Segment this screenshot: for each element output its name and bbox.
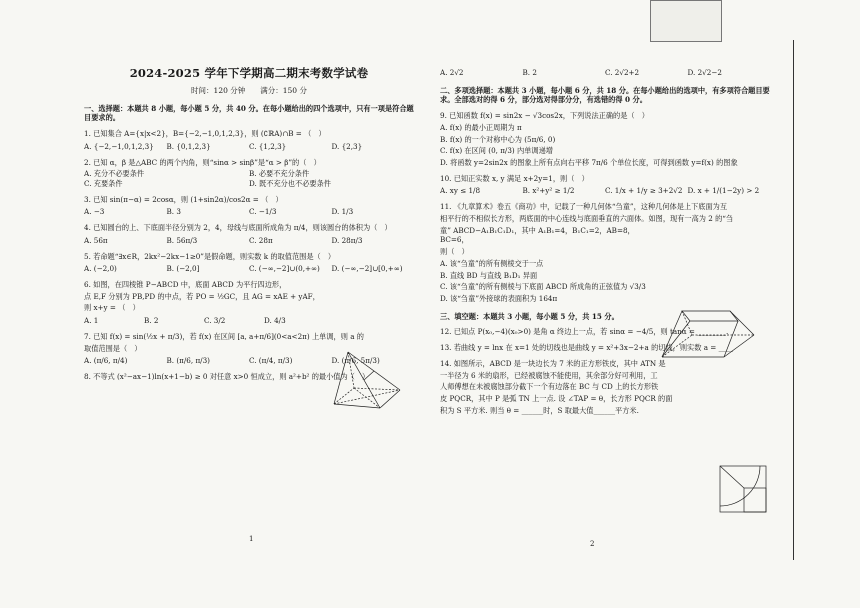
option-a: A. 充分不必要条件 (84, 169, 145, 179)
option-c: C. {1,2,3} (249, 141, 287, 151)
question-11-option-d: D. 该“刍童”外接球的表面积为 164π (440, 293, 558, 303)
option-a: A. (π/6, π/4) (84, 356, 128, 366)
section-2-heading: 二、多项选择题：本题共 3 小题，每小题 6 分，共 18 分。在每小题给出的选项中，有多项符合题目要求。全部选对的得 6 分，部分选对得部分分，有选错的得 0 分。 (440, 85, 770, 105)
question-5-options (84, 264, 414, 274)
question-12: 12. 已知点 P(x₀,−4)(x₀>0) 是角 α 终边上一点，若 sinα = −4/5，则 tanα = ________. (440, 327, 729, 337)
exam-subtitle: 时间：120 分钟 满分：150 分 (191, 85, 307, 95)
option-a: A. −3 (84, 207, 105, 217)
page-1 (84, 0, 414, 608)
option-c: C. (π/4, π/3) (249, 356, 293, 366)
page-number: 1 (249, 535, 254, 543)
exam-title: 2024-2025 学年下学期高二期末考数学试卷 (129, 66, 369, 80)
option-b: B. 2 (144, 316, 159, 326)
section-1-heading: 一、选择题：本题共 8 小题，每小题 5 分，共 40 分。在每小题给出的四个选项中，只有一项是符合题目要求的。 (84, 103, 414, 123)
option-d: D. 既不充分也不必要条件 (249, 178, 331, 188)
question-7-line-2: 取值范围是（ ） (84, 343, 142, 353)
option-c: C. 3/2 (204, 316, 226, 326)
option-b: B. (−2,0] (166, 264, 200, 274)
question-4-options (84, 236, 414, 246)
option-d: D. (π/6, 5π/3) (331, 356, 380, 366)
option-d: D. 2√2−2 (687, 68, 722, 77)
option-d: D. {2,3} (331, 141, 363, 151)
question-6: 6. 如图，在四棱锥 P−ABCD 中，底面 ABCD 为平行四边形， (84, 279, 287, 289)
question-11: 11. 《九章算术》卷五《商功》中，记载了一种几何体“刍童”，这种几何体是上下底面为互 (440, 202, 728, 212)
question-13: 13. 若曲线 y = lnx 在 x=1 处的切线也是曲线 y = x²+3x−2+a 的切线，则实数 a = ____ (440, 343, 733, 353)
option-b: B. 必要不充分条件 (249, 169, 310, 179)
option-b: B. 3 (166, 207, 181, 217)
question-9: 9. 已知函数 f(x) = sin2x − √3cos2x，下列说法正确的是（ ） (440, 111, 649, 121)
option-a: A. (−2,0) (84, 264, 117, 274)
question-3-options (84, 207, 414, 217)
question-10-options (440, 186, 770, 196)
question-1: 1. 已知集合 A={x|x<2}，B={−2,−1,0,1,2,3}，则 (∁ℝA)∩B = （ ） (84, 129, 326, 139)
question-3: 3. 已知 sin(π−α) = 2cosα，则 (1+sin2α)/cos2α = （ ） (84, 194, 283, 204)
option-b: B. (π/6, π/3) (166, 356, 210, 366)
square-sheet-figure (716, 462, 770, 520)
question-9-option-b: B. f(x) 的一个对称中心为 (5π/6, 0) (440, 134, 556, 144)
page-2 (440, 0, 770, 608)
option-c: C. (−∞,−2]∪(0,+∞) (249, 264, 320, 274)
option-a: A. 2√2 (440, 68, 464, 77)
question-14-line-5: 积为 S 平方米. 则当 θ = ______时，S 取最大值______平方米. (440, 405, 639, 415)
question-9-option-c: C. f(x) 在区间 (0, π/3) 内单调递增 (440, 146, 553, 156)
option-c: C. 充要条件 (84, 178, 123, 188)
question-6-line-3: 则 x+y = （ ） (84, 303, 140, 313)
frustum-figure (658, 305, 758, 363)
question-11-line-3: 童” ABCD−A₁B₁C₁D₁，其中 A₁B₁=4，B₁C₁=2，AB=8，BC=6， (440, 225, 635, 245)
pyramid-figure (330, 348, 410, 414)
option-d: D. 1/3 (331, 207, 354, 217)
question-2: 2. 已知 α，β 是△ABC 的两个内角，则“sinα > sinβ”是“α > β”的（ ） (84, 157, 321, 167)
option-a: A. 1 (84, 316, 99, 326)
question-6-options (84, 316, 324, 326)
question-9-option-a: A. f(x) 的最小正周期为 π (440, 122, 522, 132)
question-11-option-b: B. 直线 BD 与直线 B₁D₁ 异面 (440, 270, 538, 280)
option-c: C. −1/3 (249, 207, 277, 217)
question-9-option-d: D. 将函数 y=2sin2x 的图象上所有点向右平移 7π/6 个单位长度，可得到函数 y=f(x) 的图象 (440, 158, 738, 168)
question-14-line-3: 人师傅想在未被腐蚀部分截下一个有边落在 BC 与 CD 上的长方形铁 (440, 382, 659, 392)
question-11-line-2: 相平行的不相似长方形，两底面的中心连线与底面垂直的六面体。如图，现有一高为 2 的“刍 (440, 213, 734, 223)
question-10: 10. 已知正实数 x, y 满足 x+2y=1，则（ ） (440, 173, 589, 183)
option-d: D. 4/3 (264, 316, 286, 326)
question-2-options (84, 169, 414, 188)
option-d: D. x + 1/(1−2y) > 2 (687, 186, 760, 196)
question-11-line-4: 则（ ） (440, 247, 469, 257)
question-14-line-2: 一半径为 6 米的扇形，已经被腐蚀不能使用，其余部分好可利用，工 (440, 370, 658, 380)
option-c: C. 2√2+2 (605, 68, 640, 77)
question-5: 5. 若命题“∃x∈R，2kx²−2kx−1≥0”是假命题，则实数 k 的取值范围是（ ） (84, 251, 336, 261)
option-d: D. 28π/3 (331, 235, 363, 245)
option-a: A. xy ≤ 1/8 (440, 186, 481, 196)
page-number: 2 (590, 540, 595, 548)
option-d: D. (−∞,−2]∪[0,+∞) (331, 264, 403, 274)
question-4: 4. 已知圆台的上、下底面半径分别为 2，4，母线与底面所成角为 π/4，则该圆台的体积为（ ） (84, 223, 392, 233)
question-7: 7. 已知 f(x) = sin(½x + π/3)，若 f(x) 在区间 [a, a+π/6](0<a<2π) 上单调，则 a 的 (84, 331, 364, 341)
option-c: C. 28π (249, 235, 273, 245)
question-11-option-a: A. 该“刍童”的所有侧棱交于一点 (440, 258, 544, 268)
question-14-line-4: 皮 PQCR，其中 P 是弧 TN 上一点. 设 ∠TAP = θ，长方形 PQCR 的面 (440, 393, 673, 403)
binding-line (793, 40, 794, 560)
option-a: A. {−2,−1,0,1,2,3} (84, 141, 154, 151)
option-b: B. {0,1,2,3} (166, 141, 211, 151)
option-c: C. 1/x + 1/y ≥ 3+2√2 (605, 186, 683, 196)
section-3-heading: 三、填空题：本题共 3 小题，每小题 5 分，共 15 分。 (440, 311, 619, 321)
option-b: B. 56π/3 (166, 235, 198, 245)
question-11-option-c: C. 该“刍童”的所有侧棱与下底面 ABCD 所成角的正弦值为 √3/3 (440, 282, 646, 292)
question-8-options (440, 68, 770, 78)
option-b: B. x²+y² ≥ 1/2 (522, 186, 575, 196)
question-1-options (84, 142, 414, 152)
option-b: B. 2 (522, 68, 537, 77)
question-6-line-2: 点 E,F 分别为 PB,PD 的中点，若 PO = ½GC，且 AG = xAE + yAF， (84, 291, 320, 301)
option-a: A. 56π (84, 235, 108, 245)
question-8: 8. 不等式 (x²−ax−1)ln(x+1−b) ≥ 0 对任意 x>0 恒成立，则 a²+b² 的最小值为（ ） (84, 372, 370, 382)
question-14: 14. 如图所示，ABCD 是一块边长为 7 米的正方形铁皮，其中 ATN 是 (440, 358, 666, 368)
